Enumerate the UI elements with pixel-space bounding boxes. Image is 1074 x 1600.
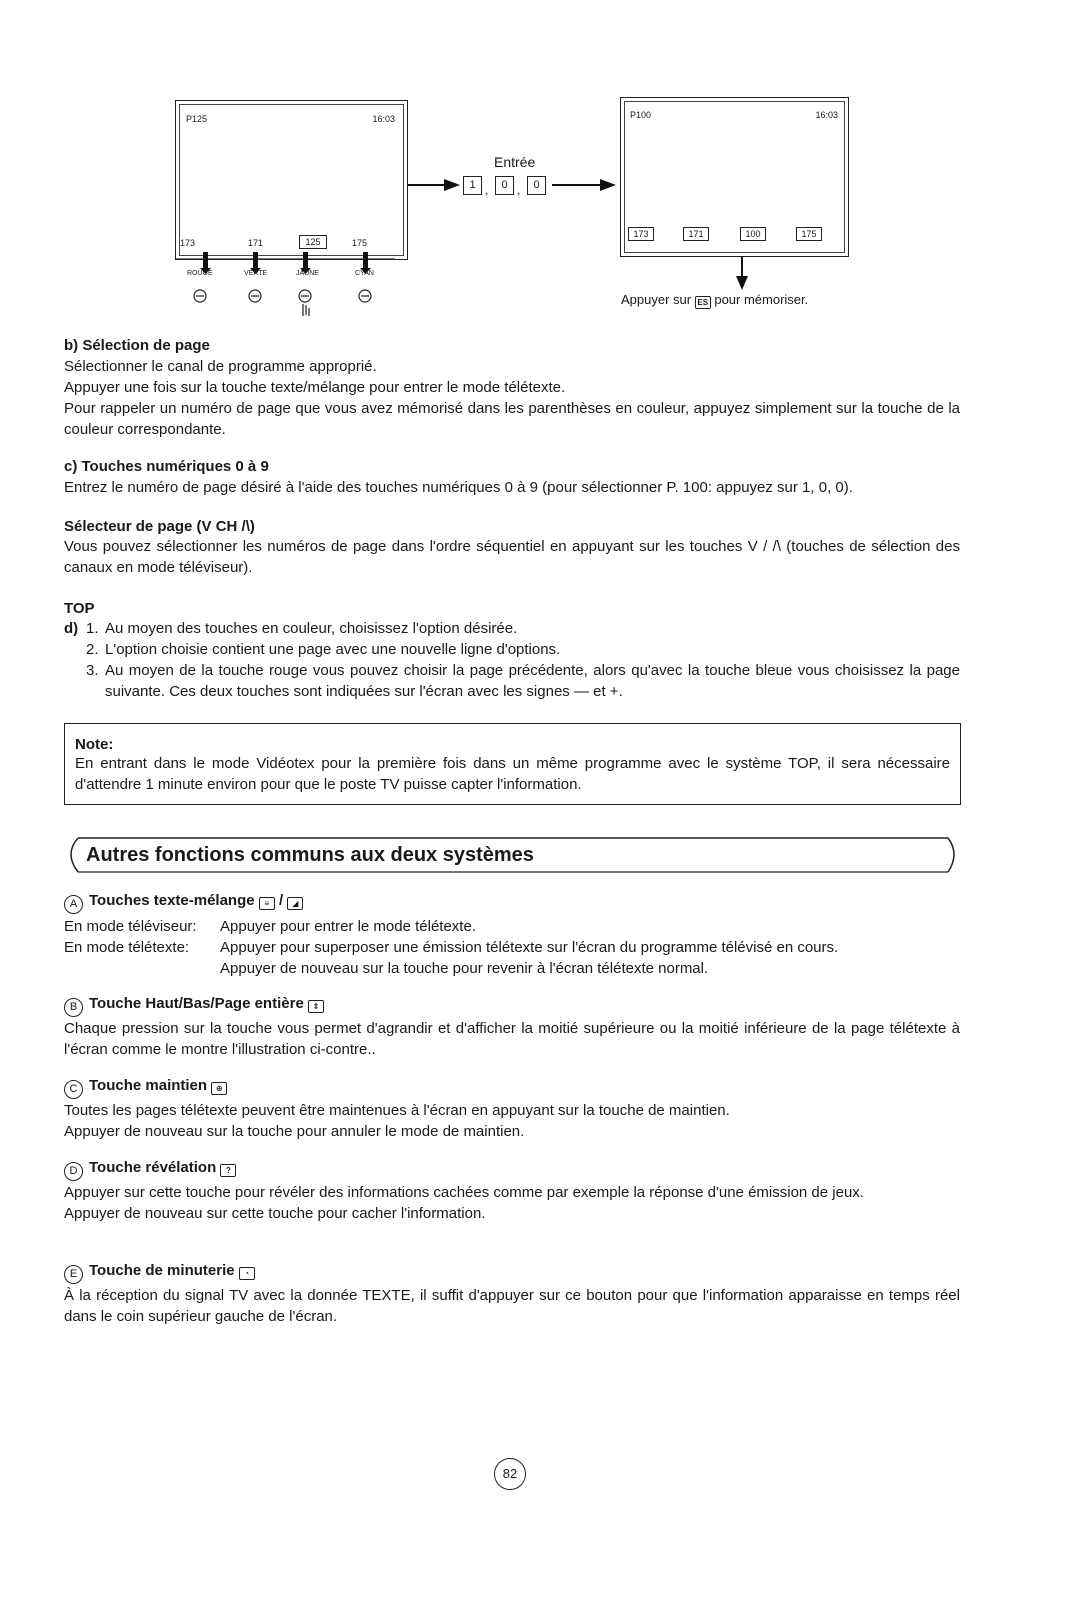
feature-d-line: Appuyer de nouveau sur cette touche pour cacher l'information. bbox=[64, 1205, 486, 1222]
feature-c-line: Appuyer de nouveau sur la touche pour annuler le mode de maintien. bbox=[64, 1123, 525, 1140]
banner-title: Autres fonctions communs aux deux systèmes bbox=[86, 844, 534, 866]
feature-a-row-label: En mode téléviseur: bbox=[64, 918, 197, 935]
arrow-right-2 bbox=[552, 178, 618, 192]
right-tv-page-slot: 100 bbox=[740, 227, 766, 241]
feature-a-title: Touches texte-mélange bbox=[89, 892, 255, 909]
entry-label: Entrée bbox=[494, 154, 536, 170]
left-tv-page-number: P125 bbox=[186, 114, 208, 124]
top-item bbox=[64, 660, 960, 702]
right-tv-page-number: P100 bbox=[630, 110, 652, 120]
feature-a-row bbox=[64, 958, 960, 979]
text-mode-icon: ≡ bbox=[259, 897, 275, 910]
left-tv-time: 16:03 bbox=[372, 114, 395, 124]
arrow-right-1 bbox=[408, 178, 460, 192]
section-b-heading: b) Sélection de page bbox=[64, 337, 210, 354]
top-item-number: 2. bbox=[86, 641, 99, 658]
color-label-cyan: CYAN bbox=[355, 270, 374, 277]
feature-b-letter: B bbox=[64, 998, 83, 1017]
left-tv-page-slot: 171 bbox=[248, 238, 264, 248]
right-tv-time: 16:03 bbox=[815, 110, 838, 120]
hold-icon: ⊕ bbox=[211, 1082, 227, 1095]
feature-e bbox=[64, 1262, 960, 1327]
section-top bbox=[64, 600, 960, 702]
left-tv-page-slot-selected: 125 bbox=[299, 235, 327, 249]
feature-a-row-text: Appuyer pour entrer le mode télétexte. bbox=[220, 918, 476, 935]
entry-separator: , bbox=[517, 183, 521, 197]
left-tv-screen bbox=[175, 100, 408, 260]
color-label-green: VERTE bbox=[244, 270, 268, 277]
feature-a-heading-separator: / bbox=[278, 892, 284, 909]
top-item bbox=[64, 618, 960, 639]
feature-a-row-text: Appuyer pour superposer une émission télétexte sur l'écran du programme télévisé en cours. bbox=[220, 939, 839, 956]
note-text: En entrant dans le mode Vidéotex pour la première fois dans un même programme avec le système TOP, il sera nécessaire d'attendre 1 minute environ pour que le poste TV puisse capter l'information. bbox=[75, 755, 950, 793]
feature-b-text: Chaque pression sur la touche vous permet d'agrandir et d'afficher la moitié supérieure ou la moitié inférieure de la page télétexte à l'écran comme le montre l'illustration ci-contre.. bbox=[64, 1020, 960, 1058]
store-caption bbox=[621, 292, 808, 309]
feature-a-row-label: En mode télétexte: bbox=[64, 939, 190, 956]
feature-a-letter: A bbox=[64, 895, 83, 914]
top-item-text: Au moyen des touches en couleur, choisissez l'option désirée. bbox=[105, 620, 518, 637]
section-b-line: Appuyer une fois sur la touche texte/mélange pour entrer le mode télétexte. bbox=[64, 379, 566, 396]
feature-d-line: Appuyer sur cette touche pour révéler des informations cachées comme par exemple la réponse d'une émission de jeux. bbox=[64, 1184, 864, 1201]
reveal-icon: ? bbox=[220, 1164, 236, 1177]
entry-key-2: 0 bbox=[495, 176, 514, 195]
feature-e-heading bbox=[64, 1262, 960, 1284]
feature-d bbox=[64, 1159, 960, 1224]
arrow-down bbox=[734, 256, 750, 292]
right-tv-page-slot: 171 bbox=[683, 227, 709, 241]
feature-c-heading bbox=[64, 1077, 960, 1099]
right-tv-screen bbox=[620, 97, 849, 257]
timer-icon: ◔ bbox=[239, 1267, 255, 1280]
section-b-line: Sélectionner le canal de programme approprié. bbox=[64, 358, 377, 375]
feature-e-title: Touche de minuterie bbox=[89, 1262, 235, 1279]
entry-key-3: 0 bbox=[527, 176, 546, 195]
note-box bbox=[64, 723, 961, 805]
selector-text: Vous pouvez sélectionner les numéros de page dans l'ordre séquentiel en appuyant sur les touches V / /\ (touches de sélection des canaux en mode téléviseur). bbox=[64, 538, 960, 576]
feature-c bbox=[64, 1077, 960, 1142]
feature-a-row bbox=[64, 916, 960, 937]
section-page-selector bbox=[64, 518, 960, 578]
color-label-red: ROUGE bbox=[187, 270, 213, 277]
feature-b bbox=[64, 995, 960, 1060]
feature-d-heading bbox=[64, 1159, 960, 1181]
page-number bbox=[494, 1458, 526, 1490]
section-banner bbox=[64, 836, 962, 874]
page-number-value: 82 bbox=[502, 1466, 518, 1481]
feature-b-title: Touche Haut/Bas/Page entière bbox=[89, 995, 304, 1012]
feature-b-heading bbox=[64, 995, 960, 1017]
section-c-text: Entrez le numéro de page désiré à l'aide des touches numériques 0 à 9 (pour sélectionner P. 100: appuyez sur 1, 0, 0). bbox=[64, 479, 853, 496]
top-heading: TOP bbox=[64, 600, 95, 617]
feature-a bbox=[64, 892, 960, 979]
section-page-selection bbox=[64, 337, 960, 440]
entry-key-1: 1 bbox=[463, 176, 482, 195]
entry-separator: , bbox=[485, 183, 489, 197]
top-item-number: 1. bbox=[86, 620, 99, 637]
feature-c-letter: C bbox=[64, 1080, 83, 1099]
right-tv-page-slot: 173 bbox=[628, 227, 654, 241]
section-c-heading: c) Touches numériques 0 à 9 bbox=[64, 458, 269, 475]
feature-a-row bbox=[64, 937, 960, 958]
store-icon: ES bbox=[695, 296, 711, 309]
section-numeric-keys bbox=[64, 458, 960, 498]
feature-e-text: À la réception du signal TV avec la donnée TEXTE, il suffit d'appuyer sur ce bouton pour que l'information apparaisse en temps réel dans le coin supérieur gauche de l'écran. bbox=[64, 1287, 960, 1325]
left-tv-page-slot: 175 bbox=[352, 238, 368, 248]
top-d-label: d) bbox=[64, 620, 79, 637]
feature-d-title: Touche révélation bbox=[89, 1159, 217, 1176]
feature-c-title: Touche maintien bbox=[89, 1077, 208, 1094]
top-item-text: Au moyen de la touche rouge vous pouvez choisir la page précédente, alors qu'avec la touche bleue vous choisissez la page suivante. Ces deux touches sont indiquées sur l'écran avec les signes — et +. bbox=[105, 662, 960, 700]
color-key-pins bbox=[170, 252, 410, 322]
feature-c-line: Toutes les pages télétexte peuvent être maintenues à l'écran en appuyant sur la touche de maintien. bbox=[64, 1102, 730, 1119]
store-caption-after: pour mémoriser. bbox=[714, 292, 809, 307]
top-item-text: L'option choisie contient une page avec une nouvelle ligne d'options. bbox=[105, 641, 561, 658]
top-item-number: 3. bbox=[86, 662, 99, 679]
feature-a-row-text: Appuyer de nouveau sur la touche pour revenir à l'écran télétexte normal. bbox=[220, 960, 709, 977]
feature-a-heading bbox=[64, 892, 960, 914]
color-label-yellow: JAUNE bbox=[296, 270, 319, 277]
section-b-line: Pour rappeler un numéro de page que vous avez mémorisé dans les parenthèses en couleur, appuyez simplement sur la touche de la couleur correspondante. bbox=[64, 400, 960, 438]
left-tv-page-slot: 173 bbox=[180, 238, 196, 248]
size-icon: ⇕ bbox=[308, 1000, 324, 1013]
left-tv-inner-frame bbox=[179, 104, 404, 256]
mix-mode-icon: ◢ bbox=[287, 897, 303, 910]
note-heading: Note: bbox=[75, 736, 114, 753]
feature-d-letter: D bbox=[64, 1162, 83, 1181]
store-caption-before: Appuyer sur bbox=[621, 292, 692, 307]
right-tv-page-slot: 175 bbox=[796, 227, 822, 241]
top-item bbox=[64, 639, 960, 660]
selector-heading: Sélecteur de page (V CH /\) bbox=[64, 518, 255, 535]
feature-e-letter: E bbox=[64, 1265, 83, 1284]
